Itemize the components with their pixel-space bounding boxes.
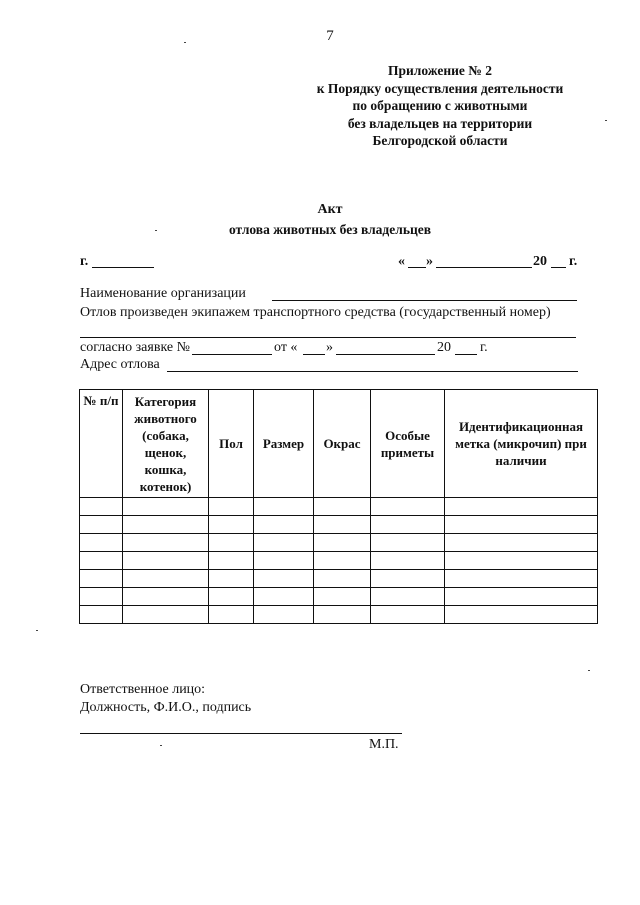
table-cell[interactable] [371,552,445,570]
year-prefix: 20 [533,254,547,269]
table-row [80,588,598,606]
stamp-label: М.П. [369,737,399,752]
appendix-line: Белгородской области [372,133,508,148]
day-blank[interactable] [408,267,426,268]
page-number: 7 [326,28,334,44]
table-cell[interactable] [371,570,445,588]
scan-speck [155,230,157,231]
table-cell[interactable] [254,498,314,516]
signature-line-label: Должность, Ф.И.О., подпись [80,700,252,715]
request-month-blank[interactable] [336,354,435,355]
act-subtitle: отлова животных без владельцев [228,222,432,237]
table-cell[interactable] [371,588,445,606]
year-suffix: г. [569,254,578,269]
capture-table [79,389,598,624]
city-blank[interactable] [92,267,154,268]
table-cell[interactable] [254,570,314,588]
scan-speck [588,670,590,671]
table-row [80,498,598,516]
table-cell[interactable] [209,498,254,516]
table-cell[interactable] [123,516,209,534]
table-cell[interactable] [80,606,123,624]
table-cell[interactable] [314,498,371,516]
date-open-quote: « [398,254,405,269]
table-cell[interactable] [314,516,371,534]
table-cell[interactable] [209,516,254,534]
request-number-blank[interactable] [192,354,272,355]
request-year-suffix: г. [480,340,488,355]
column-header-microchip: Идентификационная метка (микрочип) при наличии [445,390,598,498]
table-cell[interactable] [123,534,209,552]
table-cell[interactable] [314,588,371,606]
table-cell[interactable] [209,552,254,570]
table-cell[interactable] [314,552,371,570]
table-cell[interactable] [123,498,209,516]
appendix-line: без владельцев на территории [347,115,533,131]
scan-speck [184,42,186,43]
table-cell[interactable] [80,534,123,552]
table-cell[interactable] [254,606,314,624]
table-row [80,606,598,624]
table-cell[interactable] [80,498,123,516]
appendix-line: Приложение № 2 [388,63,492,78]
signature-blank[interactable] [80,733,402,734]
table-cell[interactable] [123,570,209,588]
request-label: согласно заявке № [80,340,190,355]
request-year-prefix: 20 [437,340,451,355]
column-header-sex: Пол [209,390,254,498]
appendix-line: по обращению с животными [352,98,528,113]
appendix-line: к Порядку осуществления деятельности [316,80,564,96]
table-cell[interactable] [314,534,371,552]
request-from-label: от « [274,340,298,355]
table-cell[interactable] [123,588,209,606]
table-row [80,516,598,534]
scan-speck [160,745,162,746]
table-cell[interactable] [314,570,371,588]
address-blank[interactable] [167,371,578,372]
appendix-header [250,62,630,150]
table-cell[interactable] [371,516,445,534]
scan-speck [605,120,607,121]
table-cell[interactable] [314,606,371,624]
capture-vehicle-blank[interactable] [80,337,576,338]
table-cell[interactable] [445,588,598,606]
request-year-blank[interactable] [455,354,477,355]
table-row [80,534,598,552]
table-cell[interactable] [209,588,254,606]
table-cell[interactable] [254,516,314,534]
column-header-color: Окрас [314,390,371,498]
column-header-category: Категория животного (собака, щенок, кошка, котенок) [123,390,209,498]
table-cell[interactable] [254,552,314,570]
request-day-blank[interactable] [303,354,325,355]
table-cell[interactable] [371,498,445,516]
table-row [80,570,598,588]
scan-speck [36,630,38,631]
act-title: Акт [317,202,343,217]
organization-label: Наименование организации [80,286,246,301]
organization-blank[interactable] [272,300,577,301]
table-cell[interactable] [80,570,123,588]
date-close-quote: » [426,254,433,269]
table-cell[interactable] [123,606,209,624]
table-cell[interactable] [209,606,254,624]
table-cell[interactable] [80,516,123,534]
responsible-person-label: Ответственное лицо: [80,682,206,697]
table-cell[interactable] [445,498,598,516]
table-cell[interactable] [445,606,598,624]
column-header-number: № п/п [80,390,123,498]
table-cell[interactable] [445,552,598,570]
address-label: Адрес отлова [80,357,160,372]
table-cell[interactable] [445,534,598,552]
table-cell[interactable] [80,588,123,606]
table-cell[interactable] [371,534,445,552]
table-cell[interactable] [254,588,314,606]
column-header-marks: Особые приметы [371,390,445,498]
capture-vehicle-label: Отлов произведен экипажем транспортного средства (государственный номер) [80,305,551,320]
month-blank[interactable] [436,267,532,268]
column-header-size: Размер [254,390,314,498]
table-cell[interactable] [445,570,598,588]
table-cell[interactable] [209,570,254,588]
table-cell[interactable] [371,606,445,624]
table-cell[interactable] [254,534,314,552]
table-header-row [80,390,598,498]
year-blank[interactable] [551,267,566,268]
table-cell[interactable] [445,516,598,534]
table-row [80,552,598,570]
table-cell[interactable] [209,534,254,552]
table-cell[interactable] [123,552,209,570]
table-cell[interactable] [80,552,123,570]
request-close-quote: » [326,340,333,355]
city-prefix: г. [80,254,89,269]
